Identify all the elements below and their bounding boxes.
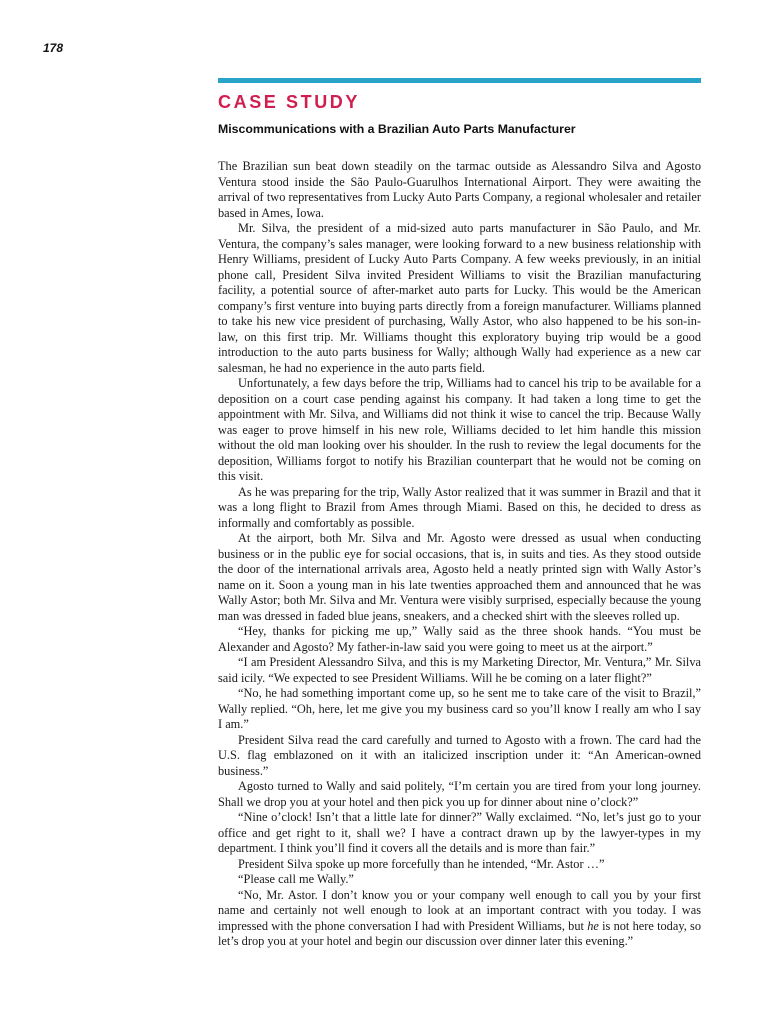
case-study-label: CASE STUDY [218,92,361,112]
paragraph: “Hey, thanks for picking me up,” Wally said as the three shook hands. “You must be Alexander and Agosto? My father-in-law said you were going to meet us at the airport.” [218,624,701,654]
paragraph: President Silva read the card carefully and turned to Agosto with a frown. The card had the U.S. flag emblazoned on it with an italicized inscription under it: “An American-owned business.” [218,732,701,778]
case-study-body [218,159,701,950]
page-number: 178 [43,41,64,55]
paragraph: “No, he had something important come up, so he sent me to take care of the visit to Brazil,” Wally replied. “Oh, here, let me give you my business card so you’ll know I really am who I say I am.” [218,686,701,731]
paragraph: Unfortunately, a few days before the trip, Williams had to cancel his trip to be available for a deposition on a court case pending against his company. It had taken a long time to get the appointment with Mr. Silva, and Williams did not think it wise to cancel the trip. Because Wally was eager to prove himself in his new role, Williams decided to let him handle this mission without the old man looking over his shoulder. In the rush to review the legal documents for the deposition, Williams forgot to notify his Brazilian counterpart that he would not be coming on this visit. [218,376,701,483]
paragraph: “I am President Alessandro Silva, and this is my Marketing Director, Mr. Ventura,” Mr. Silva said icily. “We expected to see President Williams. Will he be coming on a later flight?” [218,655,701,685]
paragraph: At the airport, both Mr. Silva and Mr. Agosto were dressed as usual when conducting business or in the public eye for social occasions, that is, in suits and ties. As they stood outside the door of the international arrivals area, Agosto held a neatly printed sign with Wally Astor’s name on it. Soon a young man in his late twenties approached them and announced that he was Wally Astor; both Mr. Silva and Mr. Ventura were visibly surprised, especially because the young man was dressed in faded blue jeans, sneakers, and a checked shirt with the sleeves rolled up. [218,531,701,623]
paragraph-last [218,888,701,950]
section-rule [218,78,701,83]
paragraph: The Brazilian sun beat down steadily on the tarmac outside as Alessandro Silva and Agosto Ventura stood inside the São Paulo-Guarulhos International Airport. They were awaiting the arrival of two representatives from Lucky Auto Parts Company, a regional wholesaler and retailer based in Ames, Iowa. [218,159,701,220]
paragraph-text: is not here today, so let’s drop you at your hotel and begin our discussion over dinner later this evening.” [218,918,702,948]
case-study-title: Miscommunications with a Brazilian Auto Parts Manufacturer [218,122,576,136]
paragraph-text: “No, Mr. Astor. I don’t know you or your company well enough to call you by your first name and certainly not well enough to look at an important contract with you today. I was impressed with the phone conversation I had with President Williams, but [218,887,701,933]
paragraph: As he was preparing for the trip, Wally Astor realized that it was summer in Brazil and that it was a long flight to Brazil from Ames through Miami. Based on this, he decided to dress as informally and comfortably as possible. [218,484,701,530]
emphasis-he: he [587,918,599,933]
paragraph: Agosto turned to Wally and said politely, “I’m certain you are tired from your long journey. Shall we drop you at your hotel and then pick you up for dinner about nine o’clock?” [218,779,701,809]
paragraph: President Silva spoke up more forcefully than he intended, “Mr. Astor …” [238,856,605,871]
paragraph: “Nine o’clock! Isn’t that a little late for dinner?” Wally exclaimed. “No, let’s just go to your office and get right to it, shall we? I have a contract drawn up by the lawyer-types in my department. I think you’ll find it covers all the details and is more than fair.” [218,810,701,855]
paragraph: Mr. Silva, the president of a mid-sized auto parts manufacturer in São Paulo, and Mr. Ventura, the company’s sales manager, were looking forward to a new business relationship with Henry Williams, president of Lucky Auto Parts Company. A few weeks previously, in an initial phone call, President Silva invited President Williams to visit the Brazilian manufacturing facility, a potential source of after-market auto parts for Lucky. This would be the American company’s first venture into buying parts directly from a foreign manufacturer. Williams planned to take his new vice president of purchasing, Wally Astor, who also happened to be his son-in-law, on this first trip. Mr. Williams thought this exploratory buying trip would be a good introduction to the auto parts business for Wally; although Wally had experience as a new car salesman, he had no experience in the auto parts field. [218,221,701,375]
paragraph: “Please call me Wally.” [238,872,354,886]
